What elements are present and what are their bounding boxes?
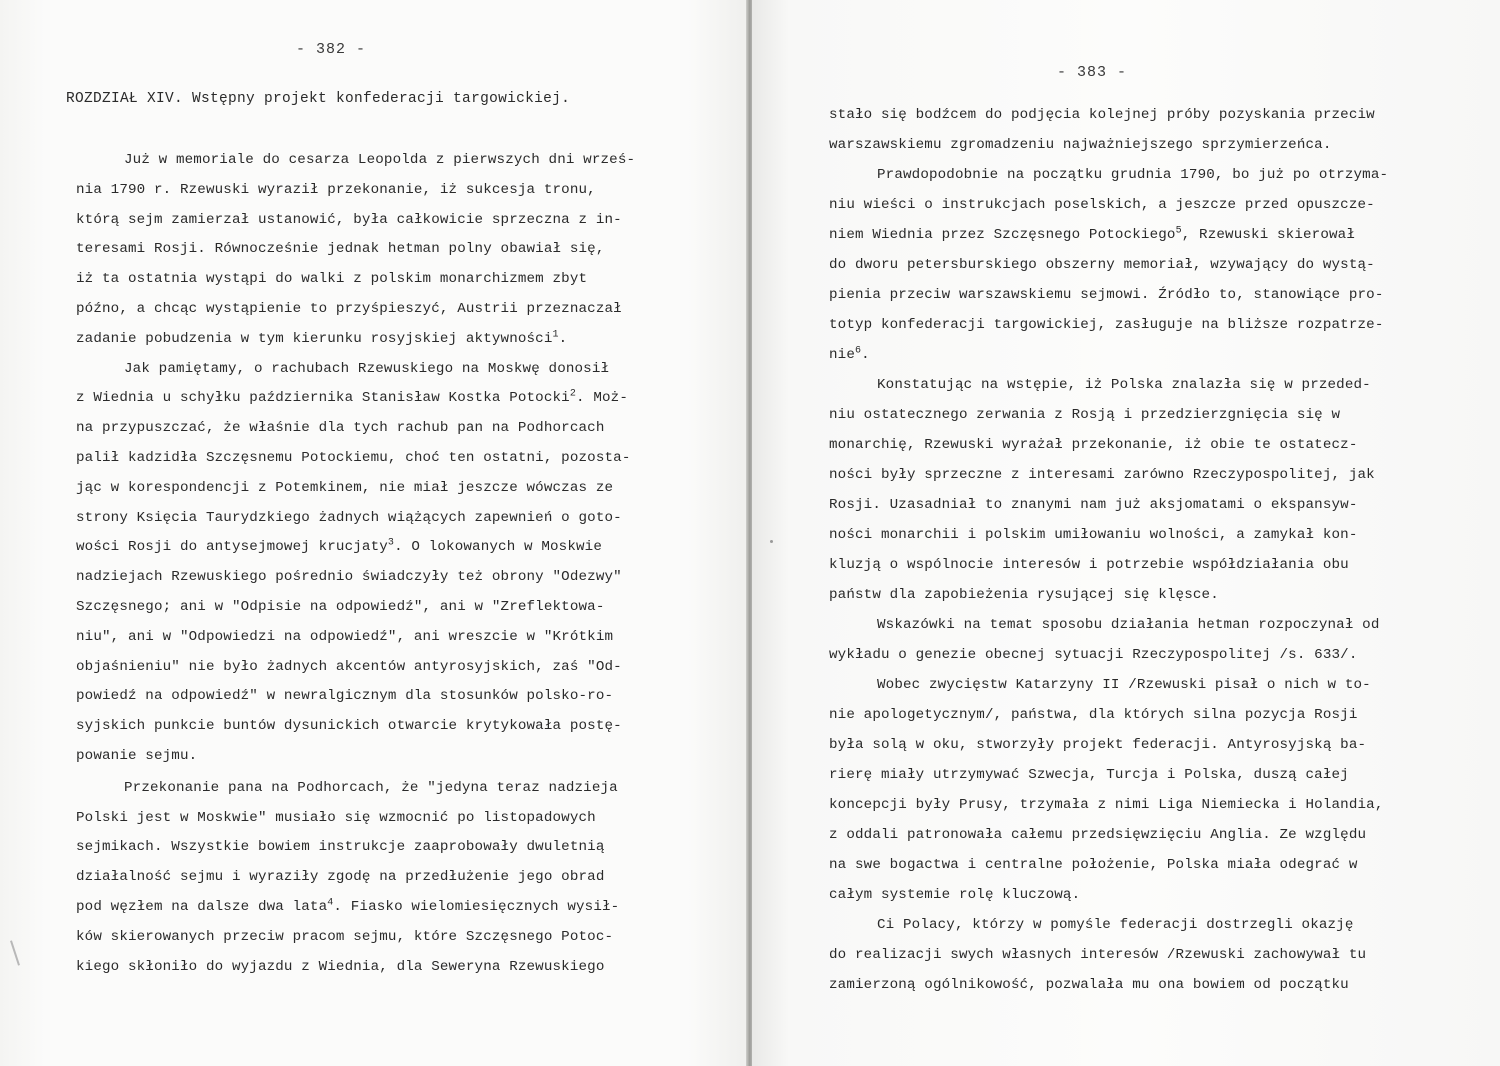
text-line: Rosji. Uzasadniał to znanymi nam już aksjomatami o ekspansyw- bbox=[829, 497, 1358, 513]
text-line: rierę miały utrzymywać Szwecja, Turcja i Polska, duszą całej bbox=[829, 767, 1349, 783]
footnote-ref: 3 bbox=[387, 537, 395, 549]
text-line: powiedź na odpowiedź" w newralgicznym dla stosunków polsko-ro- bbox=[76, 688, 614, 705]
text-line: Już w memoriale do cesarza Leopolda z pierwszych dni wrześ- bbox=[124, 152, 636, 168]
text-line: iż ta ostatnia wystąpi do walki z polskim monarchizmem zbyt bbox=[76, 271, 588, 288]
text-line: nadziejach Rzewuskiego pośrednio świadczyły też obrony "Odezwy" bbox=[76, 569, 622, 586]
left-page bbox=[0, 0, 748, 1066]
text-fragment: . bbox=[558, 330, 568, 347]
text-line: totyp konfederacji targowickiej, zasługuje na bliższe rozpatrze- bbox=[829, 317, 1384, 333]
text-line: pienia przeciw warszawskiemu sejmowi. Źródło to, stanowiące pro- bbox=[829, 287, 1384, 303]
scan-speck bbox=[770, 540, 773, 543]
left-page-text bbox=[76, 146, 635, 982]
text-line bbox=[829, 340, 1388, 370]
footnote-ref: 2 bbox=[569, 388, 576, 400]
text-line: Szczęsnego; ani w "Odpisie na odpowiedź", ani w "Zreflektowa- bbox=[76, 598, 605, 615]
right-page bbox=[752, 0, 1500, 1066]
text-line: działalność sejmu i wyraziły zgodę na przedłużenie jego obrad bbox=[76, 869, 605, 886]
text-line: Prawdopodobnie na początku grudnia 1790, bo już po otrzyma- bbox=[877, 167, 1389, 183]
text-line: całym systemie rolę kluczową. bbox=[829, 887, 1081, 903]
text-line bbox=[76, 384, 635, 414]
text-fragment: z Wiednia u schyłku października Stanisław Kostka Potocki bbox=[76, 390, 570, 407]
text-line: sejmikach. Wszystkie bowiem instrukcje zaaprobowały dwuletnią bbox=[76, 839, 605, 856]
text-line: na przypuszczać, że właśnie dla tych rachub pan na Podhorcach bbox=[76, 420, 605, 437]
text-line: jąc w korespondencji z Potemkinem, nie miał jeszcze wówczas ze bbox=[76, 479, 614, 496]
text-line: wykładu o genezie obecnej sytuacji Rzeczypospolitej /s. 633/. bbox=[829, 647, 1358, 663]
text-line: monarchię, Rzewuski wyrażał przekonanie, iż obie te ostatecz- bbox=[829, 437, 1358, 453]
text-line: powanie sejmu. bbox=[76, 747, 198, 764]
text-line: stało się bodźcem do podjęcia kolejnej próby pozyskania przeciw bbox=[829, 107, 1375, 123]
text-line: Polski jest w Moskwie" musiało się wzmocnić po listopadowych bbox=[76, 809, 596, 826]
text-line: do dworu petersburskiego obszerny memoriał, wzywający do wystą- bbox=[829, 257, 1375, 273]
text-line: Wobec zwycięstw Katarzyny II /Rzewuski pisał o nich w to- bbox=[877, 677, 1371, 693]
text-line: Jak pamiętamy, o rachubach Rzewuskiego na Moskwę donosił bbox=[124, 360, 610, 377]
text-line: teresami Rosji. Równocześnie jednak hetman polny obawiał się, bbox=[76, 241, 605, 258]
text-line bbox=[76, 893, 635, 923]
text-line: Przekonanie pana na Podhorcach, że "jedyna teraz nadzieja bbox=[124, 779, 618, 796]
text-line: późno, a chcąc wystąpienie to przyśpieszyć, Austrii przeznaczał bbox=[76, 300, 622, 317]
text-line bbox=[76, 533, 635, 563]
text-fragment: pod węzłem na dalsze dwa lata bbox=[76, 898, 328, 915]
text-fragment: wości Rosji do antysejmowej krucjaty bbox=[76, 539, 388, 556]
text-line: Wskazówki na temat sposobu działania hetman rozpoczynał od bbox=[877, 617, 1380, 633]
text-line: Konstatując na wstępie, iż Polska znalazła się w przeded- bbox=[877, 377, 1371, 393]
text-line: kiego skłoniło do wyjazdu z Wiednia, dla Seweryna Rzewuskiego bbox=[76, 958, 605, 975]
text-line: palił kadzidła Szczęsnemu Potockiemu, choć ten ostatni, pozosta- bbox=[76, 449, 631, 466]
right-page-text bbox=[829, 100, 1388, 1000]
footnote-ref: 1 bbox=[552, 329, 559, 341]
text-line: niu ostatecznego zerwania z Rosją i przedzierzgnięcia się w bbox=[829, 407, 1341, 423]
text-line: objaśnieniu" nie było żadnych akcentów antyrosyjskich, zaś "Od- bbox=[76, 658, 622, 675]
text-fragment: , Rzewuski skierował bbox=[1181, 227, 1355, 243]
text-line: nia 1790 r. Rzewuski wyraził przekonanie, iż sukcesja tronu, bbox=[76, 181, 596, 198]
text-line: nie apologetycznym/, państwa, dla których silna pozycja Rosji bbox=[829, 707, 1358, 723]
text-line: warszawskiemu zgromadzeniu najważniejszego sprzymierzeńca. bbox=[829, 137, 1332, 153]
footnote-ref: 6 bbox=[855, 345, 862, 357]
text-line: którą sejm zamierzał ustanowić, była całkowicie sprzeczna z in- bbox=[76, 211, 622, 228]
text-line: ków skierowanych przeciw pracom sejmu, które Szczęsnego Potoc- bbox=[76, 928, 614, 945]
text-line: niu", ani w "Odpowiedzi na odpowiedź", ani wreszcie w "Krótkim bbox=[76, 628, 614, 645]
scan-edge-mark bbox=[10, 940, 20, 965]
text-line: strony Księcia Taurydzkiego żadnych wiążących zapewnień o goto- bbox=[76, 509, 622, 526]
text-line: ności monarchii i polskim umiłowaniu wolności, a zamykał kon- bbox=[829, 527, 1358, 543]
page-number-left: - 382 - bbox=[296, 41, 367, 58]
text-line: zamierzoną ogólnikowość, pozwalała mu ona bowiem od początku bbox=[829, 977, 1349, 993]
footnote-ref: 4 bbox=[327, 897, 334, 909]
text-line: na swe bogactwa i centralne położenie, Polska miała odegrać w bbox=[829, 857, 1358, 873]
text-line: była solą w oku, stworzyły projekt federacji. Antyrosyjską ba- bbox=[829, 737, 1367, 753]
text-fragment: zadanie pobudzenia w tym kierunku rosyjskiej aktywności bbox=[76, 330, 553, 347]
text-fragment: . Moż- bbox=[576, 390, 628, 407]
text-fragment: nie bbox=[829, 347, 855, 363]
text-line: koncepcji były Prusy, trzymała z nimi Liga Niemiecka i Holandia, bbox=[829, 797, 1384, 813]
footnote-ref: 5 bbox=[1175, 225, 1182, 237]
text-fragment: . bbox=[861, 347, 870, 363]
text-line: do realizacji swych własnych interesów /Rzewuski zachowywał tu bbox=[829, 947, 1367, 963]
text-line: państw dla zapobieżenia rysującej się klęsce. bbox=[829, 587, 1219, 603]
text-line: kluzją o wspólnocie interesów i potrzebie współdziałania obu bbox=[829, 557, 1349, 573]
chapter-heading: ROZDZIAŁ XIV. Wstępny projekt konfederacji targowickiej. bbox=[66, 91, 571, 107]
text-fragment: . O lokowanych w Moskwie bbox=[394, 539, 602, 556]
text-line bbox=[829, 220, 1388, 250]
text-fragment: . Fiasko wielomiesięcznych wysił- bbox=[333, 898, 620, 915]
text-fragment: niem Wiednia przez Szczęsnego Potockiego bbox=[829, 227, 1176, 243]
text-line: Ci Polacy, którzy w pomyśle federacji dostrzegli okazję bbox=[877, 917, 1354, 933]
text-line: z oddali patronowała całemu przedsięwzięciu Anglia. Ze względu bbox=[829, 827, 1367, 843]
text-line bbox=[76, 325, 635, 355]
text-line: syjskich punkcie buntów dysunickich otwarcie krytykowała postę- bbox=[76, 718, 622, 735]
text-line: niu wieści o instrukcjach poselskich, a jeszcze przed opuszcze- bbox=[829, 197, 1375, 213]
page-number-right: - 383 - bbox=[1057, 64, 1128, 81]
text-line: ności były sprzeczne z interesami zarówno Rzeczypospolitej, jak bbox=[829, 467, 1375, 483]
